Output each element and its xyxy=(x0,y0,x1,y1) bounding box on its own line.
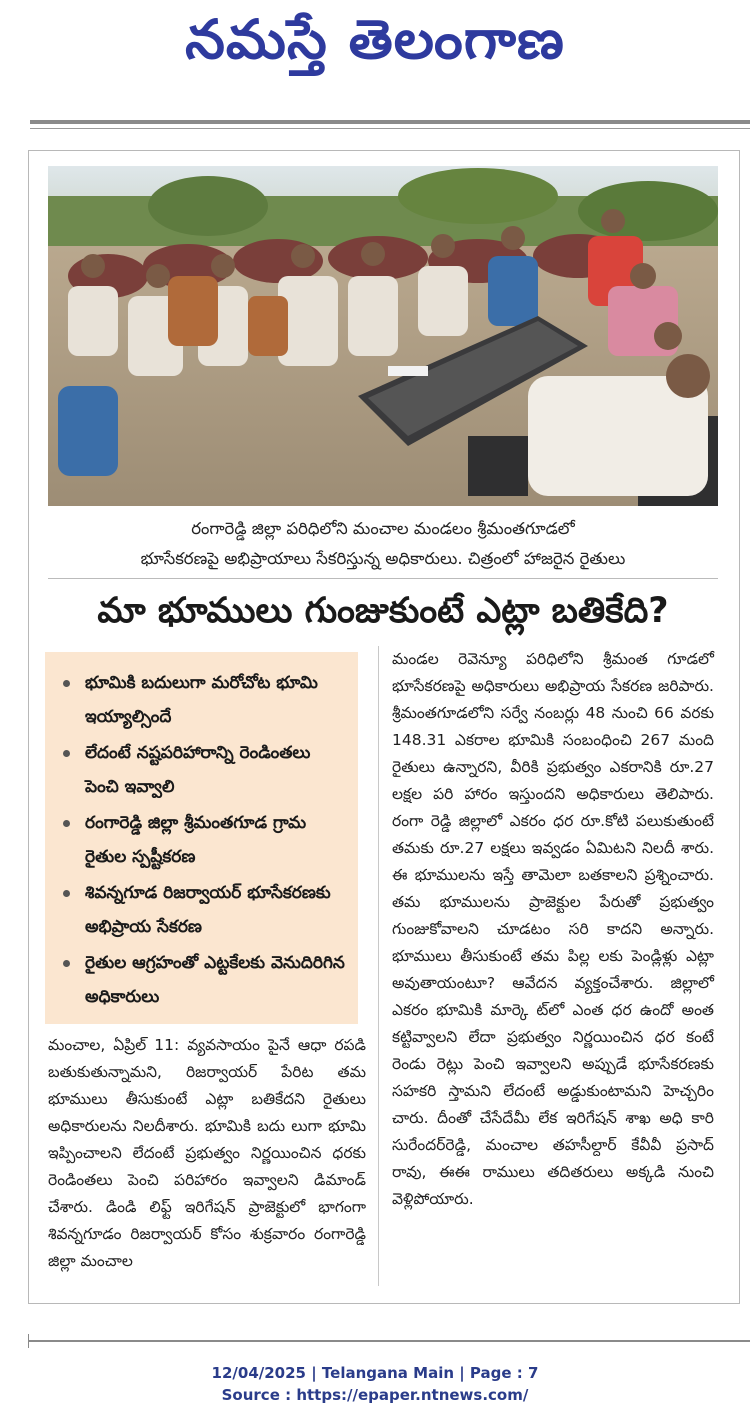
footer-source: Source : https://epaper.ntnews.com/ xyxy=(221,1386,529,1404)
photo-caption xyxy=(48,514,718,574)
highlights-list xyxy=(45,652,358,1014)
body-paragraph: మంచాల, ఏప్రిల్ 11: వ్యవసాయం పైనే ఆధా రపడి బతుకుతున్నామని, రిజర్వాయర్ పేరిట తమ భూములు తీసుకుంటే ఎట్లా బతికేదని రైతులు అధికారులను నిలదీశారు. భూమికి బదు లుగా భూమి ఇప్పించాలని లేదంటే ప్రభుత్వం నిర్ణయించిన ధరకు రెండింతలు పెంచి పరిహారం ఇవ్వాలని డిమాండ్ చేశారు. డిండి లిఫ్ట్ ఇరిగేషన్ ప్రాజెక్టులో భాగంగా శివన్నగూడం రిజర్వాయర్ కోసం శుక్రవారం రంగారెడ్డి జిల్లా మంచాల xyxy=(48,1036,366,1270)
highlight-item: భూమికి బదులుగా మరోచోట భూమి ఇయ్యాల్సిందే xyxy=(63,666,346,734)
footer-date-page: 12/04/2025 | Telangana Main | Page : 7 xyxy=(211,1364,539,1382)
article-headline: మా భూములు గుంజుకుంటే ఎట్లా బతికేది? xyxy=(97,591,669,631)
newspaper-logo: నమస్తే తెలంగాణ xyxy=(185,8,565,71)
article-body-left xyxy=(48,1032,366,1275)
farmers-meeting-photo xyxy=(48,166,718,506)
footer-rule xyxy=(28,1340,750,1342)
masthead-rule xyxy=(30,120,750,124)
highlight-item: రంగారెడ్డి జిల్లా శ్రీమంతగూడ గ్రామ రైతుల స్పష్టీకరణ xyxy=(63,806,346,874)
highlight-item: శివన్నగూడ రిజర్వాయర్ భూసేకరణకు అభిప్రాయ సేకరణ xyxy=(63,876,346,944)
caption-line-2: భూసేకరణపై అభిప్రాయాలు సేకరిస్తున్న అధికారులు. చిత్రంలో హాజరైన రైతులు xyxy=(140,549,626,568)
masthead-rule-thin xyxy=(30,128,750,129)
caption-line-1: రంగారెడ్డి జిల్లా పరిధిలోని మంచాల మండలం శ్రీమంతగూడలో xyxy=(191,519,575,538)
highlight-item: రైతుల ఆగ్రహంతో ఎట్టకేలకు వెనుదిరిగిన అధికారులు xyxy=(63,946,346,1014)
masthead xyxy=(0,0,750,118)
column-divider xyxy=(378,646,379,1286)
highlight-item: లేదంటే నష్టపరిహారాన్ని రెండింతలు పెంచి ఇవ్వాలి xyxy=(63,736,346,804)
page-footer xyxy=(0,1362,750,1406)
article-body-right xyxy=(392,646,714,1213)
body-paragraph: మండల రెవెన్యూ పరిధిలోని శ్రీమంత గూడలో భూసేకరణపై అధికారులు అభిప్రాయ సేకరణ జరిపారు. శ్రీమంతగూడలోని సర్వే నంబర్లు 48 నుంచి 66 వరకు 148.31 ఎకరాల భూమికి సంబంధించి 267 మంది రైతులు ఉన్నారని, వీరికి ప్రభుత్వం ఎకరానికి రూ.27 లక్షల పరి హారం ఇస్తుందని అధికారులు తెలిపారు. రంగా రెడ్డి జిల్లాలో ఎకరం ధర రూ.కోటి పలుకుతుంటే తమకు రూ.27 లక్షలు ఇవ్వడం ఏమిటని నిలదీ శారు. ఈ భూములను ఇస్తే తామెలా బతకాలని ప్రశ్నించారు. తమ భూములను ప్రాజెక్టుల పేరుతో ప్రభుత్వం గుంజుకోవాలని చూడటం సరి కాదని అన్నారు. భూములు తీసుకుంటే తమ పిల్ల లకు పెండ్లిళ్లు ఎట్లా అవుతాయంటూ? ఆవేదన వ్యక్తంచేశారు. జిల్లాలో ఎకరం భూమికి మార్కె ట్‌లో ఎంత ధర ఉందో అంత కట్టివ్వాలని లేదా ప్రభుత్వం నిర్ణయించిన ధర కంటే రెండు రెట్లు పెంచి ఇవ్వాలని అప్పుడే భూసేకరణకు సహకరి స్తామని లేదంటే అడ్డుకుంటామని హెచ్చరిం చారు. దీంతో చేసేదేమీ లేక ఇరిగేషన్ శాఖ అధి కారి సురేందర్‌రెడ్డి, మంచాల తహసీల్దార్ కేవీవీ ప్రసాద్ రావు, ఈఈ రాములు తదితరులు అక్కడి నుంచి వెళ్లిపోయారు. xyxy=(392,650,714,1208)
caption-divider xyxy=(48,578,718,579)
highlights-box xyxy=(45,652,358,1024)
news-photo xyxy=(48,166,718,506)
